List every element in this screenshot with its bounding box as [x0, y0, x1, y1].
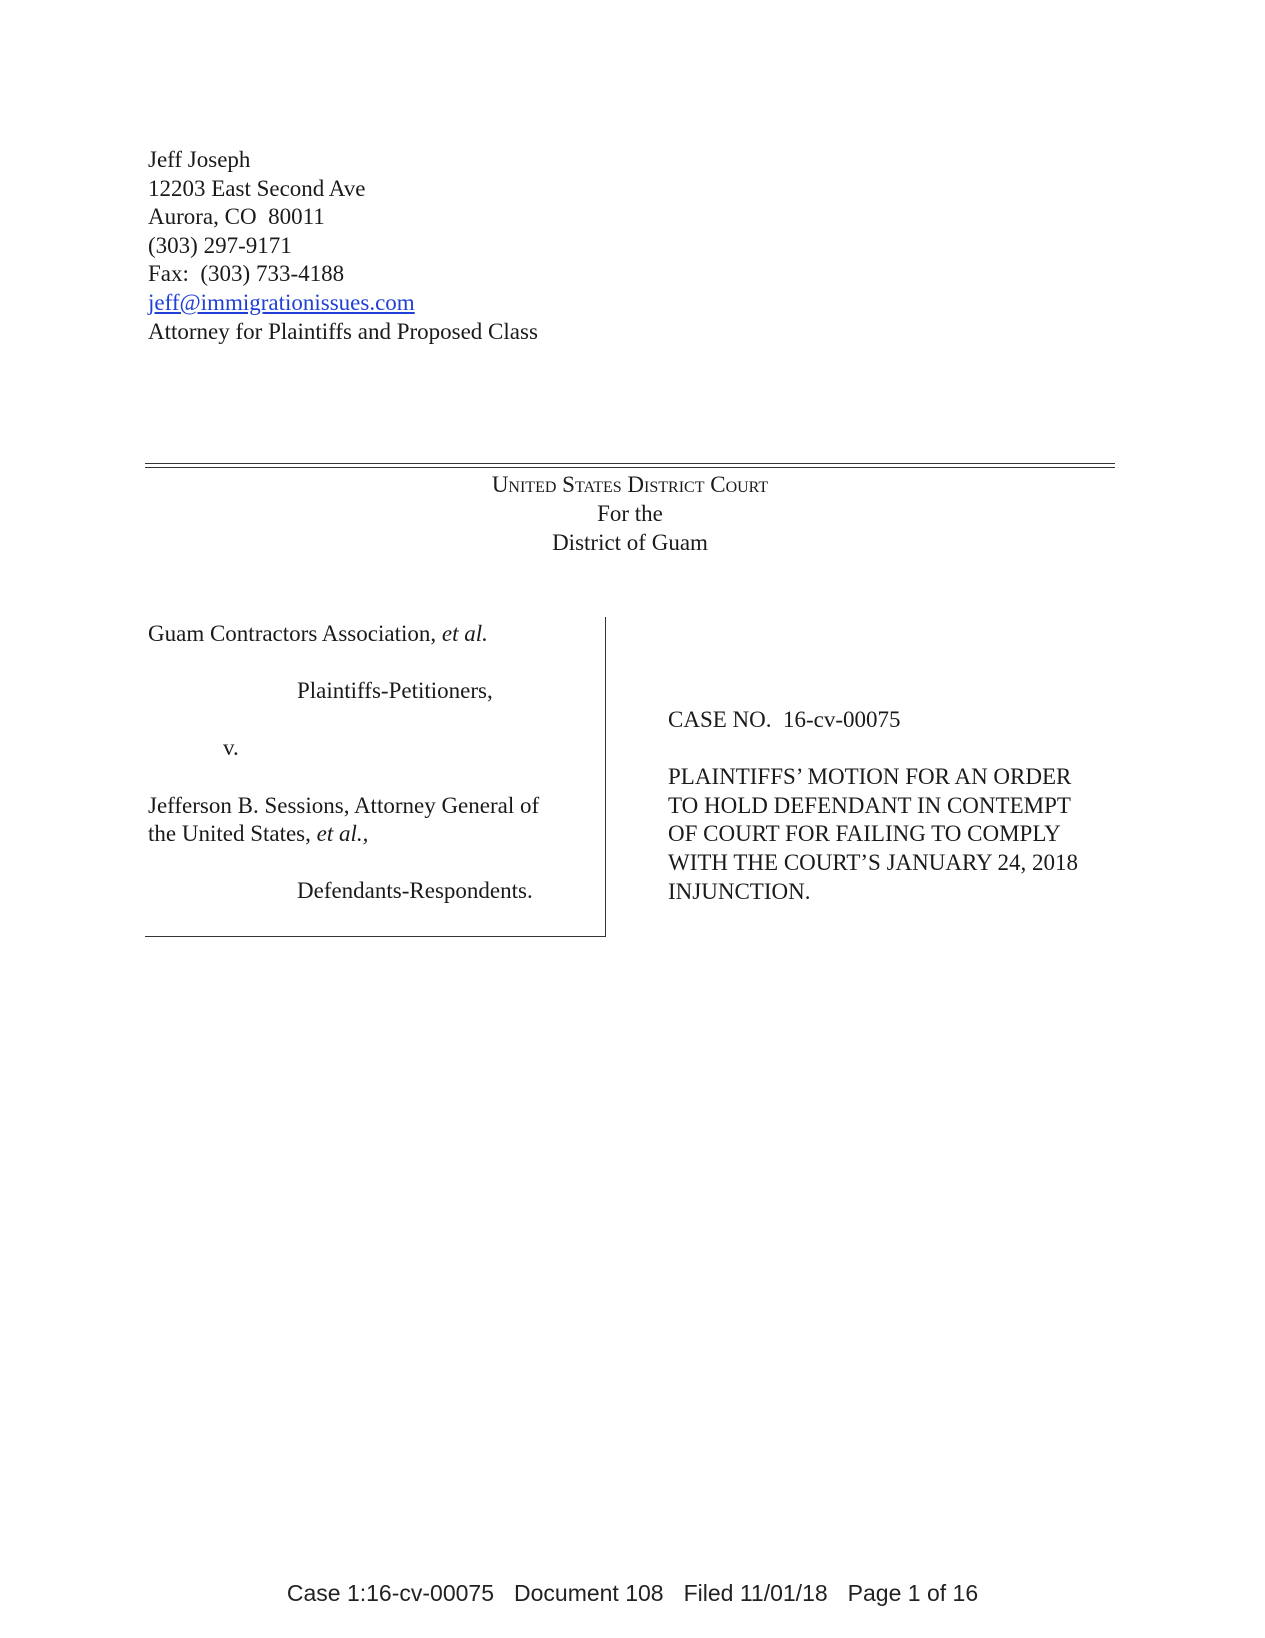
attorney-address-line2: Aurora, CO 80011	[148, 204, 325, 230]
filing-footer	[0, 1580, 1265, 1607]
caption-vertical-divider	[605, 617, 606, 937]
versus: v.	[223, 735, 239, 761]
case-number: CASE NO. 16-cv-00075	[668, 707, 901, 732]
defendant-name-cont: the United States,	[148, 821, 317, 847]
motion-title-line-2: TO HOLD DEFENDANT IN CONTEMPT	[668, 792, 1071, 818]
plaintiff-etal: et al.	[441, 621, 488, 646]
heading-divider-top	[145, 463, 1115, 464]
case-caption-title	[668, 706, 1128, 906]
defendant-role: Defendants-Respondents.	[297, 878, 533, 904]
attorney-name: Jeff Joseph	[148, 147, 251, 172]
plaintiff-name: Guam Contractors Association,	[148, 621, 442, 646]
court-heading	[145, 470, 1115, 557]
attorney-address-line1: 12203 East Second Ave	[148, 175, 366, 201]
attorney-role: Attorney for Plaintiffs and Proposed Class	[148, 318, 538, 344]
heading-divider-bottom	[145, 467, 1115, 468]
attorney-email-link[interactable]: jeff@immigrationissues.com	[148, 289, 415, 315]
attorney-fax: Fax: (303) 733-4188	[148, 261, 345, 287]
court-for-the: For the	[597, 501, 663, 526]
defendant-etal: et al.,	[316, 821, 369, 847]
motion-title-line-3: OF COURT FOR FAILING TO COMPLY	[668, 821, 1061, 847]
footer-document: Document 108	[514, 1580, 664, 1606]
plaintiff-line	[148, 620, 598, 649]
plaintiff-role: Plaintiffs-Petitioners,	[297, 678, 493, 704]
footer-filed: Filed 11/01/18	[683, 1580, 828, 1606]
motion-title-line-1: PLAINTIFFS’ MOTION FOR AN ORDER	[668, 764, 1072, 790]
defendant-line2	[148, 820, 598, 849]
case-caption-parties	[148, 620, 598, 906]
footer-page: Page 1 of 16	[847, 1580, 979, 1606]
footer-case: Case 1:16-cv-00075	[286, 1580, 494, 1606]
motion-title-line-4: WITH THE COURT’S JANUARY 24, 2018	[668, 849, 1079, 875]
caption-bottom-divider	[145, 936, 606, 937]
court-name: United States District Court	[491, 472, 769, 497]
motion-title-line-5: INJUNCTION.	[668, 878, 811, 904]
court-district: District of Guam	[552, 530, 708, 555]
defendant-line1: Jefferson B. Sessions, Attorney General of	[148, 792, 540, 818]
attorney-phone: (303) 297-9171	[148, 232, 292, 258]
attorney-block	[148, 146, 538, 346]
